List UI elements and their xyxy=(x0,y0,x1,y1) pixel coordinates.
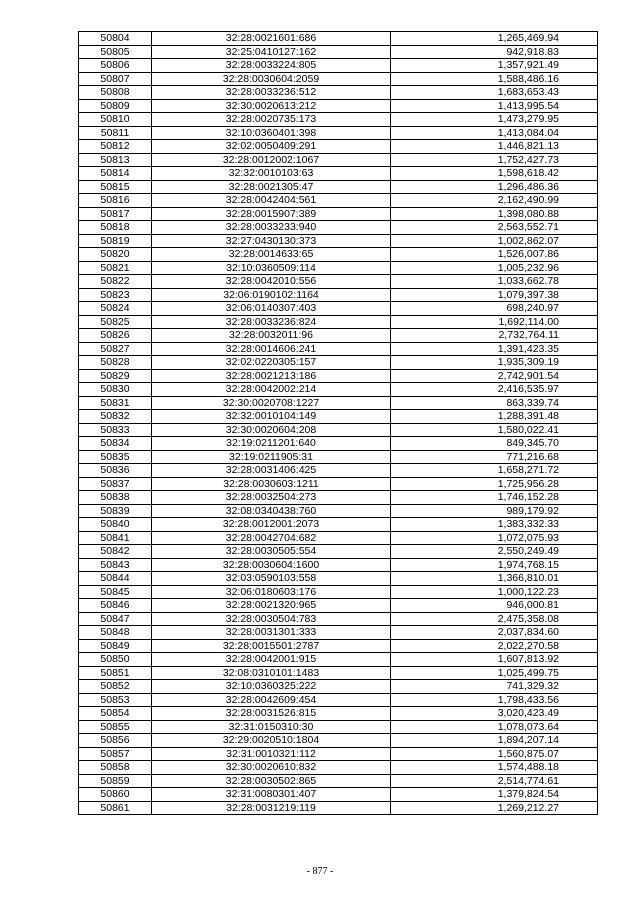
value-cell: 2,037,834.60 xyxy=(391,626,598,640)
cadastral-number-cell: 32:28:0042404:561 xyxy=(152,194,391,208)
table-row xyxy=(79,477,598,491)
value-cell: 2,514,774.61 xyxy=(391,774,598,788)
row-number-cell: 50851 xyxy=(79,666,152,680)
value-cell: 1,033,662.78 xyxy=(391,275,598,289)
table-row xyxy=(79,720,598,734)
value-cell: 2,162,490.99 xyxy=(391,194,598,208)
table-row xyxy=(79,140,598,154)
value-cell: 1,446,821.13 xyxy=(391,140,598,154)
cadastral-number-cell: 32:28:0014606:241 xyxy=(152,342,391,356)
row-number-cell: 50813 xyxy=(79,153,152,167)
row-number-cell: 50804 xyxy=(79,32,152,46)
row-number-cell: 50815 xyxy=(79,180,152,194)
value-cell: 1,607,813.92 xyxy=(391,653,598,667)
table-row xyxy=(79,747,598,761)
cadastral-number-cell: 32:28:0015907:389 xyxy=(152,207,391,221)
row-number-cell: 50859 xyxy=(79,774,152,788)
table-row xyxy=(79,153,598,167)
row-number-cell: 50843 xyxy=(79,558,152,572)
cadastral-number-cell: 32:02:0220305:157 xyxy=(152,356,391,370)
value-cell: 1,894,207.14 xyxy=(391,734,598,748)
cadastral-number-cell: 32:28:0021601:686 xyxy=(152,32,391,46)
row-number-cell: 50847 xyxy=(79,612,152,626)
table-row xyxy=(79,369,598,383)
row-number-cell: 50831 xyxy=(79,396,152,410)
table-row xyxy=(79,504,598,518)
row-number-cell: 50821 xyxy=(79,261,152,275)
cadastral-number-cell: 32:28:0033233:940 xyxy=(152,221,391,235)
value-cell: 1,269,212.27 xyxy=(391,801,598,815)
cadastral-number-cell: 32:10:0360401:398 xyxy=(152,126,391,140)
value-cell: 1,574,488.18 xyxy=(391,761,598,775)
row-number-cell: 50852 xyxy=(79,680,152,694)
row-number-cell: 50841 xyxy=(79,531,152,545)
cadastral-number-cell: 32:10:0360509:114 xyxy=(152,261,391,275)
cadastral-number-cell: 32:06:0140307:403 xyxy=(152,302,391,316)
table-row xyxy=(79,612,598,626)
row-number-cell: 50855 xyxy=(79,720,152,734)
value-cell: 1,288,391.48 xyxy=(391,410,598,424)
table-row xyxy=(79,99,598,113)
cadastral-number-cell: 32:19:0211201:640 xyxy=(152,437,391,451)
cadastral-number-cell: 32:28:0042704:682 xyxy=(152,531,391,545)
row-number-cell: 50820 xyxy=(79,248,152,262)
value-cell: 1,798,433.56 xyxy=(391,693,598,707)
table-row xyxy=(79,531,598,545)
row-number-cell: 50856 xyxy=(79,734,152,748)
cadastral-number-cell: 32:28:0042609:454 xyxy=(152,693,391,707)
cadastral-number-cell: 32:31:0150310:30 xyxy=(152,720,391,734)
cadastral-number-cell: 32:28:0042010:556 xyxy=(152,275,391,289)
value-cell: 698,240.97 xyxy=(391,302,598,316)
row-number-cell: 50806 xyxy=(79,59,152,73)
cadastral-number-cell: 32:30:0020708:1227 xyxy=(152,396,391,410)
row-number-cell: 50805 xyxy=(79,45,152,59)
cadastral-number-cell: 32:19:0211905:31 xyxy=(152,450,391,464)
cadastral-number-cell: 32:28:0033236:824 xyxy=(152,315,391,329)
table-row xyxy=(79,734,598,748)
cadastral-number-cell: 32:28:0030502:865 xyxy=(152,774,391,788)
value-cell: 1,079,397.38 xyxy=(391,288,598,302)
table-row xyxy=(79,86,598,100)
value-cell: 2,475,358.08 xyxy=(391,612,598,626)
cadastral-number-cell: 32:28:0042002:214 xyxy=(152,383,391,397)
table-row xyxy=(79,167,598,181)
row-number-cell: 50860 xyxy=(79,788,152,802)
cadastral-number-cell: 32:10:0360325:222 xyxy=(152,680,391,694)
cadastral-number-cell: 32:28:0021305:47 xyxy=(152,180,391,194)
row-number-cell: 50858 xyxy=(79,761,152,775)
cadastral-number-cell: 32:28:0033236:512 xyxy=(152,86,391,100)
cadastral-number-cell: 32:28:0032011:96 xyxy=(152,329,391,343)
table-row xyxy=(79,261,598,275)
value-cell: 1,580,022.41 xyxy=(391,423,598,437)
row-number-cell: 50808 xyxy=(79,86,152,100)
table-row xyxy=(79,45,598,59)
cadastral-number-cell: 32:27:0430130:373 xyxy=(152,234,391,248)
table-row xyxy=(79,342,598,356)
cadastral-number-cell: 32:30:0020610:832 xyxy=(152,761,391,775)
cadastral-number-cell: 32:28:0021320:965 xyxy=(152,599,391,613)
value-cell: 1,072,075.93 xyxy=(391,531,598,545)
table-row xyxy=(79,126,598,140)
cadastral-number-cell: 32:28:0021213:186 xyxy=(152,369,391,383)
row-number-cell: 50839 xyxy=(79,504,152,518)
row-number-cell: 50819 xyxy=(79,234,152,248)
data-table-container xyxy=(78,31,598,815)
cadastral-number-cell: 32:02:0050409:291 xyxy=(152,140,391,154)
table-row xyxy=(79,410,598,424)
value-cell: 741,329.32 xyxy=(391,680,598,694)
value-cell: 1,560,875.07 xyxy=(391,747,598,761)
row-number-cell: 50835 xyxy=(79,450,152,464)
value-cell: 2,022,270.58 xyxy=(391,639,598,653)
row-number-cell: 50823 xyxy=(79,288,152,302)
row-number-cell: 50825 xyxy=(79,315,152,329)
row-number-cell: 50832 xyxy=(79,410,152,424)
row-number-cell: 50845 xyxy=(79,585,152,599)
cadastral-number-cell: 32:08:0310101:1483 xyxy=(152,666,391,680)
value-cell: 1,658,271.72 xyxy=(391,464,598,478)
value-cell: 1,025,499.75 xyxy=(391,666,598,680)
value-cell: 1,725,956.28 xyxy=(391,477,598,491)
table-row xyxy=(79,315,598,329)
cadastral-number-cell: 32:30:0020604:208 xyxy=(152,423,391,437)
row-number-cell: 50829 xyxy=(79,369,152,383)
value-cell: 849,345.70 xyxy=(391,437,598,451)
row-number-cell: 50810 xyxy=(79,113,152,127)
value-cell: 863,339.74 xyxy=(391,396,598,410)
row-number-cell: 50812 xyxy=(79,140,152,154)
row-number-cell: 50854 xyxy=(79,707,152,721)
value-cell: 1,265,469.94 xyxy=(391,32,598,46)
value-cell: 2,563,552.71 xyxy=(391,221,598,235)
row-number-cell: 50830 xyxy=(79,383,152,397)
value-cell: 1,746,152.28 xyxy=(391,491,598,505)
row-number-cell: 50848 xyxy=(79,626,152,640)
row-number-cell: 50809 xyxy=(79,99,152,113)
table-row xyxy=(79,113,598,127)
value-cell: 1,000,122.23 xyxy=(391,585,598,599)
table-row xyxy=(79,491,598,505)
table-row xyxy=(79,693,598,707)
row-number-cell: 50824 xyxy=(79,302,152,316)
value-cell: 1,379,824.54 xyxy=(391,788,598,802)
row-number-cell: 50837 xyxy=(79,477,152,491)
table-row xyxy=(79,626,598,640)
table-row xyxy=(79,788,598,802)
table-row xyxy=(79,194,598,208)
table-row xyxy=(79,450,598,464)
table-row xyxy=(79,275,598,289)
row-number-cell: 50850 xyxy=(79,653,152,667)
cadastral-number-cell: 32:28:0014633:65 xyxy=(152,248,391,262)
table-row xyxy=(79,518,598,532)
value-cell: 3,020,423.49 xyxy=(391,707,598,721)
table-row xyxy=(79,59,598,73)
table-row xyxy=(79,396,598,410)
cadastral-number-cell: 32:28:0030604:1600 xyxy=(152,558,391,572)
value-cell: 989,179.92 xyxy=(391,504,598,518)
value-cell: 1,683,653.43 xyxy=(391,86,598,100)
cadastral-number-cell: 32:28:0031526:815 xyxy=(152,707,391,721)
cadastral-number-cell: 32:28:0030604:2059 xyxy=(152,72,391,86)
table-row xyxy=(79,545,598,559)
table-row xyxy=(79,666,598,680)
row-number-cell: 50861 xyxy=(79,801,152,815)
value-cell: 1,383,332.33 xyxy=(391,518,598,532)
value-cell: 1,357,921.49 xyxy=(391,59,598,73)
row-number-cell: 50849 xyxy=(79,639,152,653)
table-row xyxy=(79,801,598,815)
table-row xyxy=(79,288,598,302)
table-row xyxy=(79,207,598,221)
cadastral-number-cell: 32:29:0020510:1804 xyxy=(152,734,391,748)
table-row xyxy=(79,302,598,316)
cadastral-number-cell: 32:06:0190102:1164 xyxy=(152,288,391,302)
cadastral-value-table xyxy=(78,31,598,815)
table-row xyxy=(79,599,598,613)
row-number-cell: 50844 xyxy=(79,572,152,586)
value-cell: 1,413,084.04 xyxy=(391,126,598,140)
table-row xyxy=(79,248,598,262)
table-row xyxy=(79,707,598,721)
row-number-cell: 50853 xyxy=(79,693,152,707)
value-cell: 1,296,486.36 xyxy=(391,180,598,194)
cadastral-number-cell: 32:28:0031219:119 xyxy=(152,801,391,815)
table-row xyxy=(79,383,598,397)
row-number-cell: 50818 xyxy=(79,221,152,235)
value-cell: 2,732,764.11 xyxy=(391,329,598,343)
cadastral-number-cell: 32:31:0010321:112 xyxy=(152,747,391,761)
cadastral-number-cell: 32:28:0012002:1067 xyxy=(152,153,391,167)
row-number-cell: 50836 xyxy=(79,464,152,478)
cadastral-number-cell: 32:28:0012001:2073 xyxy=(152,518,391,532)
row-number-cell: 50811 xyxy=(79,126,152,140)
table-row xyxy=(79,639,598,653)
value-cell: 1,935,309.19 xyxy=(391,356,598,370)
row-number-cell: 50817 xyxy=(79,207,152,221)
value-cell: 1,473,279.95 xyxy=(391,113,598,127)
cadastral-number-cell: 32:28:0030603:1211 xyxy=(152,477,391,491)
cadastral-number-cell: 32:06:0180603:176 xyxy=(152,585,391,599)
row-number-cell: 50842 xyxy=(79,545,152,559)
value-cell: 1,413,995.54 xyxy=(391,99,598,113)
value-cell: 1,078,073.64 xyxy=(391,720,598,734)
table-row xyxy=(79,423,598,437)
value-cell: 1,974,768.15 xyxy=(391,558,598,572)
value-cell: 1,366,810.01 xyxy=(391,572,598,586)
table-row xyxy=(79,180,598,194)
table-row xyxy=(79,356,598,370)
row-number-cell: 50838 xyxy=(79,491,152,505)
table-row xyxy=(79,437,598,451)
table-row xyxy=(79,32,598,46)
cadastral-number-cell: 32:30:0020613:212 xyxy=(152,99,391,113)
row-number-cell: 50822 xyxy=(79,275,152,289)
table-row xyxy=(79,761,598,775)
cadastral-number-cell: 32:28:0033224:805 xyxy=(152,59,391,73)
table-row xyxy=(79,572,598,586)
table-row xyxy=(79,653,598,667)
value-cell: 771,216.68 xyxy=(391,450,598,464)
value-cell: 946,000.81 xyxy=(391,599,598,613)
table-row xyxy=(79,680,598,694)
row-number-cell: 50846 xyxy=(79,599,152,613)
cadastral-number-cell: 32:28:0030504:783 xyxy=(152,612,391,626)
value-cell: 2,550,249.49 xyxy=(391,545,598,559)
value-cell: 1,398,080.88 xyxy=(391,207,598,221)
row-number-cell: 50807 xyxy=(79,72,152,86)
value-cell: 1,005,232.96 xyxy=(391,261,598,275)
value-cell: 1,588,486.16 xyxy=(391,72,598,86)
cadastral-number-cell: 32:31:0080301:407 xyxy=(152,788,391,802)
row-number-cell: 50826 xyxy=(79,329,152,343)
cadastral-number-cell: 32:28:0030505:554 xyxy=(152,545,391,559)
cadastral-number-cell: 32:28:0031301:333 xyxy=(152,626,391,640)
table-row xyxy=(79,464,598,478)
value-cell: 2,416,535.97 xyxy=(391,383,598,397)
row-number-cell: 50857 xyxy=(79,747,152,761)
cadastral-number-cell: 32:28:0015501:2787 xyxy=(152,639,391,653)
row-number-cell: 50816 xyxy=(79,194,152,208)
table-row xyxy=(79,774,598,788)
cadastral-number-cell: 32:28:0031406:425 xyxy=(152,464,391,478)
table-body xyxy=(79,32,598,815)
table-row xyxy=(79,234,598,248)
cadastral-number-cell: 32:25:0410127:162 xyxy=(152,45,391,59)
row-number-cell: 50840 xyxy=(79,518,152,532)
page-number: - 877 - xyxy=(306,866,334,877)
value-cell: 1,598,618.42 xyxy=(391,167,598,181)
cadastral-number-cell: 32:28:0020735:173 xyxy=(152,113,391,127)
row-number-cell: 50828 xyxy=(79,356,152,370)
value-cell: 1,391,423.35 xyxy=(391,342,598,356)
cadastral-number-cell: 32:28:0032504:273 xyxy=(152,491,391,505)
table-row xyxy=(79,558,598,572)
row-number-cell: 50827 xyxy=(79,342,152,356)
table-row xyxy=(79,585,598,599)
value-cell: 2,742,901.54 xyxy=(391,369,598,383)
table-row xyxy=(79,221,598,235)
value-cell: 1,002,862.07 xyxy=(391,234,598,248)
cadastral-number-cell: 32:28:0042001:915 xyxy=(152,653,391,667)
row-number-cell: 50833 xyxy=(79,423,152,437)
cadastral-number-cell: 32:03:0590103:558 xyxy=(152,572,391,586)
row-number-cell: 50834 xyxy=(79,437,152,451)
table-row xyxy=(79,329,598,343)
cadastral-number-cell: 32:32:0010103:63 xyxy=(152,167,391,181)
value-cell: 942,918.83 xyxy=(391,45,598,59)
cadastral-number-cell: 32:32:0010104:149 xyxy=(152,410,391,424)
cadastral-number-cell: 32:08:0340438:760 xyxy=(152,504,391,518)
value-cell: 1,526,007.86 xyxy=(391,248,598,262)
value-cell: 1,752,427.73 xyxy=(391,153,598,167)
row-number-cell: 50814 xyxy=(79,167,152,181)
table-row xyxy=(79,72,598,86)
value-cell: 1,692,114.00 xyxy=(391,315,598,329)
